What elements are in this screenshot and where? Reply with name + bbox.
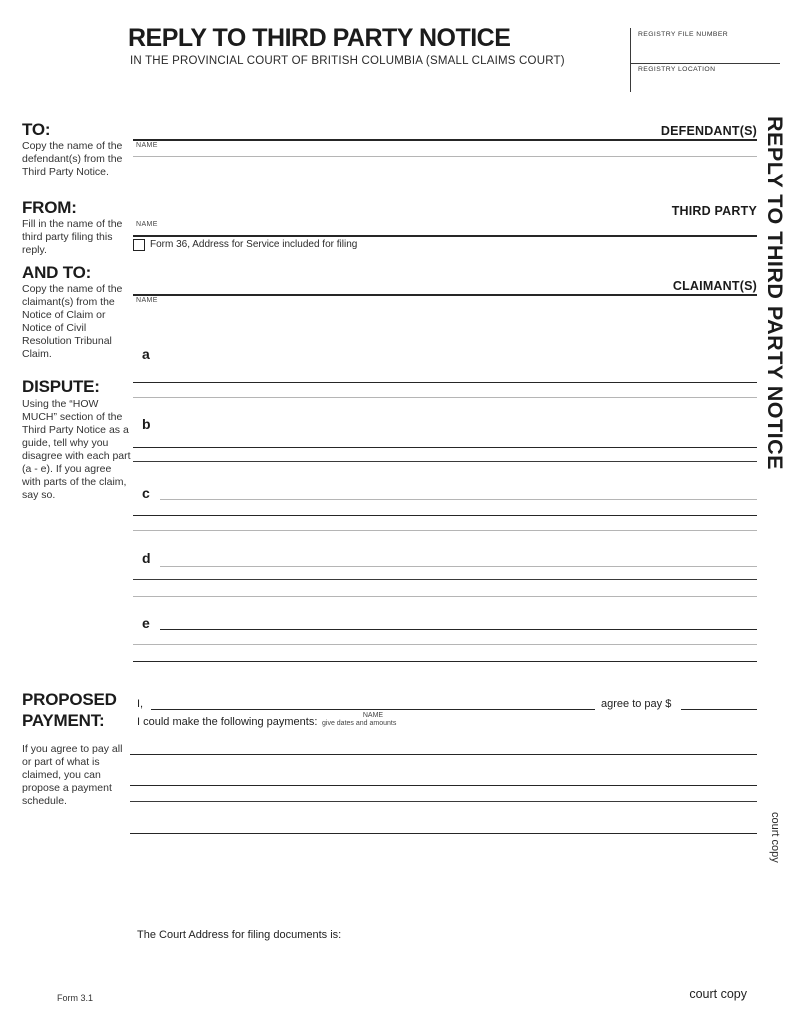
form-title: REPLY TO THIRD PARTY NOTICE: [128, 24, 511, 52]
defendant-name-line-1[interactable]: [133, 139, 757, 141]
payment-name-line[interactable]: [151, 709, 595, 710]
payment-agree-label: agree to pay $: [601, 698, 672, 710]
payment-helper: If you agree to pay all or part of what is claimed, you can propose a payment schedule.: [22, 743, 123, 807]
dispute-e-line-2[interactable]: [133, 644, 757, 645]
third-party-name-line[interactable]: [133, 235, 757, 237]
dispute-a-line-1[interactable]: [133, 382, 757, 383]
and-to-helper: Copy the name of the claimant(s) from the Notice of Claim or Notice of Civil Resolution Tribunal Claim.: [22, 283, 123, 360]
to-name-label: NAME: [136, 142, 158, 149]
payment-name-label: NAME: [362, 712, 384, 719]
claimant-name-line[interactable]: [133, 294, 757, 296]
registry-file-number-field[interactable]: [638, 40, 778, 60]
payment-schedule-line-3[interactable]: [130, 801, 757, 802]
dispute-d-line-2[interactable]: [133, 579, 757, 580]
from-heading: FROM:: [22, 198, 77, 217]
side-court-copy-vertical-text: court copy: [769, 812, 781, 863]
payment-payments-label: I could make the following payments:: [137, 716, 318, 728]
from-helper: Fill in the name of the third party filing this reply.: [22, 218, 123, 256]
registry-file-number-label: REGISTRY FILE NUMBER: [638, 31, 729, 38]
payment-schedule-line-4[interactable]: [130, 833, 757, 834]
payment-amount-line[interactable]: [681, 709, 757, 710]
claimant-label: CLAIMANT(S): [672, 279, 757, 293]
side-banner-vertical-text: REPLY TO THIRD PARTY NOTICE: [763, 116, 787, 470]
dispute-c-line-3[interactable]: [133, 530, 757, 531]
dispute-e-line-1[interactable]: [160, 629, 757, 630]
dispute-letter-e: e: [142, 615, 150, 631]
dispute-e-line-3[interactable]: [133, 661, 757, 662]
form36-checkbox-label: Form 36, Address for Service included for filing: [150, 239, 358, 250]
dispute-letter-d: d: [142, 550, 151, 566]
registry-location-label: REGISTRY LOCATION: [638, 66, 716, 73]
defendant-name-line-2[interactable]: [133, 156, 757, 157]
dispute-c-line-2[interactable]: [133, 515, 757, 516]
payment-payments-hint: give dates and amounts: [322, 720, 397, 727]
dispute-d-line-1[interactable]: [160, 566, 757, 567]
defendant-label: DEFENDANT(S): [660, 124, 757, 138]
third-party-label: THIRD PARTY: [671, 204, 757, 218]
dispute-b-line-2[interactable]: [133, 461, 757, 462]
registry-box-left-border: [630, 28, 631, 92]
form36-checkbox[interactable]: [133, 239, 145, 251]
dispute-d-line-3[interactable]: [133, 596, 757, 597]
dispute-b-line-1[interactable]: [133, 447, 757, 448]
registry-location-field[interactable]: [638, 75, 778, 91]
dispute-letter-c: c: [142, 485, 150, 501]
to-helper: Copy the name of the defendant(s) from the Third Party Notice.: [22, 140, 123, 178]
court-copy-footer: court copy: [689, 987, 747, 1001]
payment-heading-line2: PAYMENT:: [22, 711, 105, 730]
and-to-heading: AND TO:: [22, 263, 92, 282]
dispute-letter-b: b: [142, 416, 151, 432]
dispute-c-line-1[interactable]: [160, 499, 757, 500]
and-to-name-label: NAME: [136, 297, 158, 304]
form-number: Form 3.1: [57, 993, 94, 1003]
court-address-label: The Court Address for filing documents is:: [137, 929, 342, 941]
dispute-a-line-2[interactable]: [133, 397, 757, 398]
dispute-helper: Using the “HOW MUCH” section of the Third Party Notice as a guide, tell why you disagree with each part (a - e). If you agree with parts of the claim, say so.: [22, 398, 131, 501]
from-name-label: NAME: [136, 221, 158, 228]
payment-heading-line1: PROPOSED: [22, 690, 117, 709]
dispute-heading: DISPUTE:: [22, 377, 100, 396]
registry-box-divider: [630, 63, 780, 64]
form-subtitle: IN THE PROVINCIAL COURT OF BRITISH COLUMBIA (SMALL CLAIMS COURT): [130, 55, 565, 67]
dispute-letter-a: a: [142, 346, 150, 362]
to-heading: TO:: [22, 120, 51, 139]
payment-schedule-line-1[interactable]: [130, 754, 757, 755]
payment-i-label: I,: [137, 698, 144, 710]
payment-schedule-line-2[interactable]: [130, 785, 757, 786]
